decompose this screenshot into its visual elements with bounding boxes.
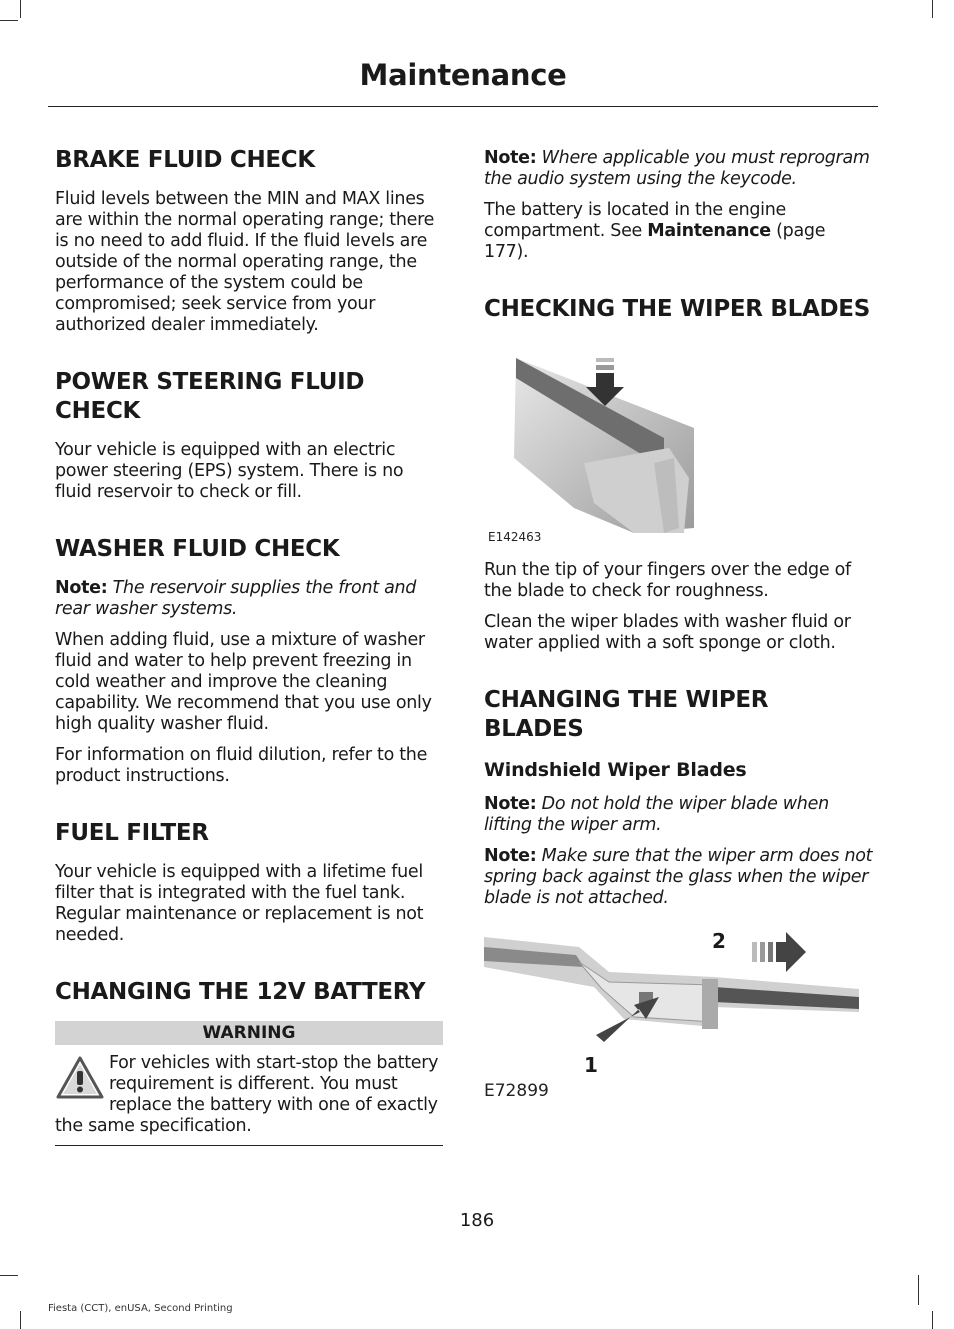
page-reference: (page 177). [484,221,826,262]
battery-heading: CHANGING THE 12V BATTERY [55,979,426,1005]
page-title: Maintenance [359,58,567,92]
figure-id: E142463 [488,530,542,544]
note-text: Where applicable you must reprogram the audio system using the keycode. [484,148,870,189]
check-body-1: Run the tip of your fingers over the edge of the blade to check for roughness. [484,560,851,601]
note-label: Note: [484,794,537,814]
washer-note [55,578,443,620]
washer-body-2: For information on fluid dilution, refer to the product instructions. [55,745,428,786]
note-text: Do not hold the wiper blade when lifting the wiper arm. [484,794,829,835]
right-column [484,140,874,1107]
callout-2: 2 [712,929,726,953]
brake-fluid-body: Fluid levels between the MIN and MAX lines are within the normal operating range; there is no need to add fluid. If the fluid levels are outside of the normal operating range, the performance of the system could be compromised; seek service from your authorized dealer immediately. [55,189,435,335]
wiper-blade-check-figure [484,338,874,550]
warning-title: WARNING [55,1021,443,1045]
brake-fluid-heading: BRAKE FLUID CHECK [55,147,315,173]
callout-1: 1 [584,1053,598,1077]
warning-text: For vehicles with start-stop the battery requirement is different. You must replace the battery with one of exactly the same specification. [55,1053,439,1136]
wiper-arm-illustration [484,927,874,1107]
fuel-filter-heading: FUEL FILTER [55,820,209,846]
crop-mark [932,1311,933,1329]
battery-note [484,148,874,190]
maintenance-reference-link[interactable]: Maintenance [647,221,771,241]
crop-mark [20,1311,21,1329]
change-note-2 [484,846,874,909]
fuel-filter-body: Your vehicle is equipped with a lifetime fuel filter that is integrated with the fuel tank. Regular maintenance or replacement is not needed. [55,862,424,945]
crop-mark [20,0,21,18]
power-steering-heading: POWER STEERING FLUID CHECK [55,369,365,424]
note-label: Note: [484,148,537,168]
washer-fluid-heading: WASHER FLUID CHECK [55,536,340,562]
change-note-1 [484,794,874,836]
windshield-wiper-subheading: Windshield Wiper Blades [484,759,747,781]
battery-location [484,200,874,263]
note-text: The reservoir supplies the front and rear washer systems. [55,578,417,619]
changing-wipers-heading: CHANGING THE WIPER BLADES [484,687,769,742]
warning-divider [55,1145,443,1146]
check-body-2: Clean the wiper blades with washer fluid or water applied with a soft sponge or cloth. [484,612,851,653]
figure-id: E72899 [484,1081,549,1101]
washer-body-1: When adding fluid, use a mixture of washer fluid and water to help prevent freezing in cold weather and improve the cleaning capability. We recommend that you use only high quality washer fluid. [55,630,432,734]
note-label: Note: [484,846,537,866]
note-text: Make sure that the wiper arm does not spring back against the glass when the wiper blade is not attached. [484,846,873,908]
crop-mark [918,1275,919,1305]
crop-mark [0,20,18,21]
power-steering-body: Your vehicle is equipped with an electric power steering (EPS) system. There is no fluid reservoir to check or fill. [55,440,404,502]
crop-mark [0,1275,18,1276]
header-divider [48,106,878,107]
battery-location-text: The battery is located in the engine compartment. See [484,200,786,241]
wiper-blade-change-figure [484,927,874,1107]
footer-printing-info: Fiesta (CCT), enUSA, Second Printing [48,1303,233,1314]
wiper-blade-illustration [484,338,874,550]
warning-triangle-icon [55,1055,105,1101]
crop-mark [932,0,933,18]
note-label: Note: [55,578,108,598]
warning-box [55,1053,443,1137]
checking-wipers-heading: CHECKING THE WIPER BLADES [484,296,870,322]
page-number: 186 [459,1210,495,1231]
left-column [55,140,443,1146]
